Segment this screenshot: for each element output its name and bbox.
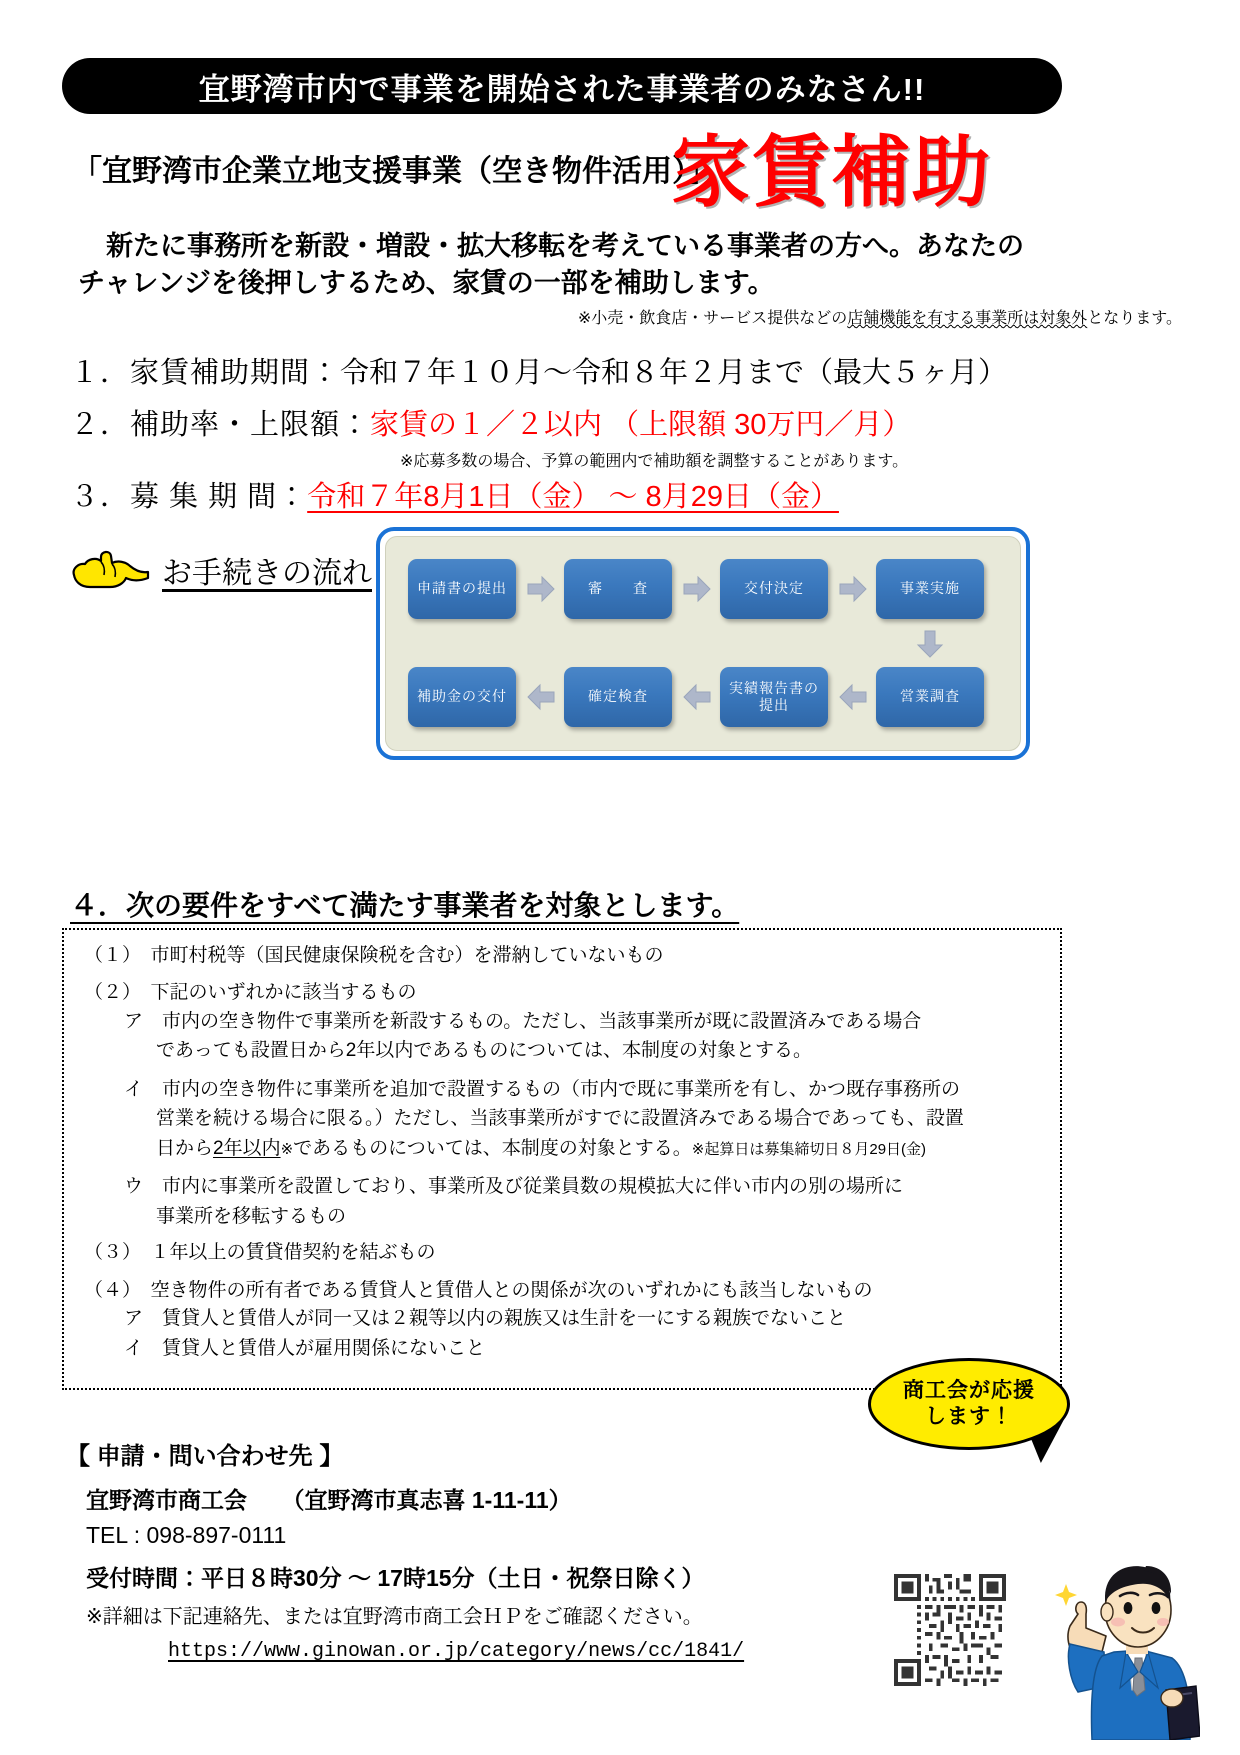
- arrow-left-icon: [526, 683, 556, 711]
- req-2i-3d: であるものについては、本制度の対象とする。: [293, 1137, 692, 1159]
- contact-note: ※詳細は下記連絡先、または宜野湾市商工会ＨＰをご確認ください。: [86, 1606, 703, 1628]
- businessman-pointing-up-illustration: [1050, 1540, 1200, 1740]
- item-3-label: 募 集 期 間：: [130, 481, 308, 513]
- qr-code[interactable]: [894, 1574, 1006, 1686]
- contact-heading: 【 申請・問い合わせ先 】: [66, 1443, 344, 1470]
- lead-note: [578, 305, 1182, 328]
- speech-bubble: [868, 1358, 1070, 1450]
- item-3-number: ３．: [70, 481, 131, 513]
- flow-step-final-inspection: 確定検査: [564, 667, 672, 727]
- flow-step-project-execution: 事業実施: [876, 559, 984, 619]
- item-2-label: 補助率・上限額：: [130, 409, 371, 441]
- requirement-4a: ア 賃貸人と賃借人が同一又は２親等以内の親族又は生計を一にする親族でないこと: [124, 1308, 847, 1330]
- flow-step-grant-decision: 交付決定: [720, 559, 828, 619]
- header-banner-text: 宜野湾市内で事業を開始された事業者のみなさん!!: [198, 71, 926, 107]
- req-2i-3c: ※: [280, 1140, 294, 1158]
- item-application-period: [70, 474, 839, 515]
- flow-step-subsidy-payment: 補助金の交付: [408, 667, 516, 727]
- arrow-right-icon: [838, 575, 868, 603]
- pointing-hand-icon: [70, 545, 152, 597]
- arrow-down-icon: [916, 629, 944, 659]
- flow-step-business-survey: 営業調査: [876, 667, 984, 727]
- requirement-4: （４） 空き物件の所有者である賃貸人と賃借人との関係が次のいずれかにも該当しないもの: [84, 1279, 873, 1301]
- item-2-number: ２．: [70, 409, 131, 441]
- flow-step-review: 審 査: [564, 559, 672, 619]
- lead-note-underlined: 店舗機能を有する事業所は対象外: [847, 310, 1088, 327]
- process-flow-inner: [385, 536, 1021, 751]
- contact-organization: 宜野湾市商工会 （宜野湾市真志喜 1-11-11）: [86, 1487, 572, 1513]
- arrow-left-icon: [838, 683, 868, 711]
- page-title: 家賃補助: [672, 128, 993, 216]
- contact-hours: 受付時間：平日８時30分 ～ 17時15分（土日・祝祭日除く）: [86, 1565, 705, 1591]
- requirement-2a-line2: であっても設置日から2年以内であるものについては、本制度の対象とする。: [156, 1040, 812, 1062]
- requirement-2u-line1: ウ 市内に事業所を設置しており、事業所及び従業員数の規模拡大に伴い市内の別の場所に: [124, 1176, 904, 1198]
- item-1-label: 家賃補助期間：: [130, 357, 341, 389]
- requirement-2: （２） 下記のいずれかに該当するもの: [84, 982, 417, 1004]
- item-subsidy-period: [70, 350, 1007, 391]
- lead-paragraph: 新たに事務所を新設・増設・拡大移転を考えている事業者の方へ。あなたのチャレンジを後押しするため、家賃の一部を補助します。: [78, 231, 1024, 299]
- sparkle-icon: [1055, 1584, 1077, 1606]
- item-1-number: １．: [70, 357, 131, 389]
- title-row: [72, 126, 1162, 216]
- item-2-value: 家賃の１／２以内 （上限額 30万円／月）: [370, 409, 912, 441]
- item-2-note: ※応募多数の場合、予算の範囲内で補助額を調整することがあります。: [400, 453, 909, 470]
- req-2i-3a: 日から: [156, 1137, 214, 1159]
- lead-note-prefix: ※小売・飲食店・サービス提供などの: [577, 310, 848, 327]
- lead-note-suffix: となります。: [1087, 310, 1182, 327]
- requirement-3: （３） １年以上の賃貸借契約を結ぶもの: [84, 1242, 436, 1264]
- requirement-2u-line2: 事業所を移転するもの: [156, 1205, 347, 1227]
- item-1-value: 令和７年１０月〜令和８年２月まで（最大５ヶ月）: [340, 357, 1008, 389]
- program-name: 「宜野湾市企業立地支援事業（空き物件活用）」: [72, 155, 717, 188]
- contact-url-link[interactable]: https://www.ginowan.or.jp/category/news/cc/1841/: [168, 1640, 745, 1663]
- flow-label: お手続きの流れ: [162, 557, 372, 590]
- requirement-1: （１） 市町村税等（国民健康保険税を含む）を滞納していないもの: [84, 945, 664, 966]
- section-4-heading: ４．次の要件をすべて満たす事業者を対象とします。: [70, 890, 740, 921]
- process-flow-diagram: [376, 527, 1030, 760]
- arrow-right-icon: [682, 575, 712, 603]
- req-2i-3b: 2年以内: [213, 1137, 281, 1159]
- speech-bubble-line-1: 商工会が応援: [903, 1378, 1035, 1402]
- item-3-value: 令和７年8月1日（金） ～ 8月29日（金）: [307, 481, 839, 513]
- requirements-box: [62, 928, 1062, 1390]
- requirement-2i-line3: [84, 1135, 1040, 1163]
- requirement-2a-line1: ア 市内の空き物件で事業所を新設するもの。ただし、当該事業所が既に設置済みである場合: [124, 1010, 922, 1032]
- arrow-left-icon: [682, 683, 712, 711]
- flow-step-performance-report: 実績報告書の 提出: [720, 667, 828, 727]
- item-subsidy-rate: [70, 402, 911, 443]
- speech-bubble-line-2: します！: [925, 1405, 1013, 1428]
- flow-step-application-submission: 申請書の提出: [408, 559, 516, 619]
- arrow-right-icon: [526, 575, 556, 603]
- requirement-2i-line2: 営業を続ける場合に限る。）ただし、当該事業所がすでに設置済みである場合であっても、設置: [156, 1108, 964, 1130]
- contact-telephone: TEL : 098-897-0111: [86, 1522, 287, 1548]
- req-2i-3e: ※起算日は募集締切日８月29日(金): [691, 1140, 927, 1158]
- requirement-4i: イ 賃貸人と賃借人が雇用関係にないこと: [124, 1337, 486, 1359]
- requirement-2i-line1: イ 市内の空き物件に事業所を追加で設置するもの（市内で既に事業所を有し、かつ既存事務所の: [124, 1078, 961, 1100]
- header-banner: [62, 58, 1062, 114]
